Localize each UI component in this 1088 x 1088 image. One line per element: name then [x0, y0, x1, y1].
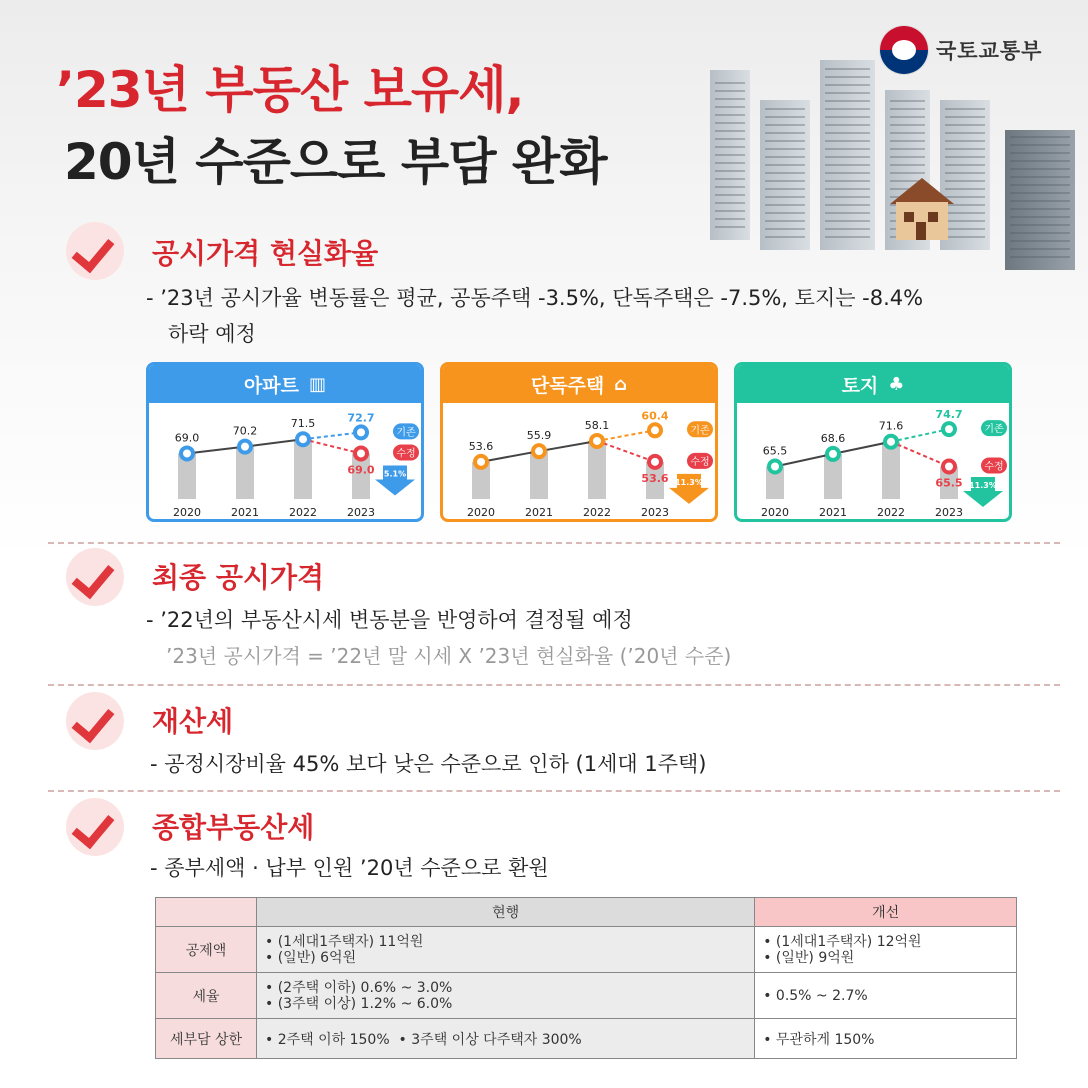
data-point-revised: [355, 447, 367, 459]
house-model-icon: [880, 172, 964, 242]
check-icon: [66, 548, 124, 606]
data-point-revised: [943, 461, 955, 473]
badge-label: 수정: [690, 456, 710, 468]
table-row-label: 공제액: [156, 927, 257, 973]
data-label: 74.7: [935, 408, 963, 422]
section-text: - ’23년 공시가율 변동률은 평균, 공동주택 -3.5%, 단독주택은 -7.5%, 토지는 -8.4%: [146, 286, 924, 310]
data-label: 58.1: [584, 418, 610, 432]
divider: [48, 684, 1060, 686]
badge-label: 기존: [984, 424, 1004, 436]
table-row-label: 세율: [156, 973, 257, 1019]
chart-title: 아파트: [243, 374, 300, 397]
data-label: 69.0: [174, 431, 200, 445]
section-text: 하락 예정: [168, 322, 256, 346]
table-header-empty: [156, 898, 257, 927]
x-tick-label: 2022: [877, 506, 905, 519]
cell-text: 0.5% ~ 2.7%: [775, 987, 868, 1004]
check-icon: [66, 798, 124, 856]
data-point: [885, 436, 897, 448]
data-point-revised: [649, 456, 661, 468]
section-text: - 공정시장비율 45% 보다 낮은 수준으로 인하 (1세대 1주택): [150, 752, 707, 776]
cell-text: (1세대1주택자) 11억원: [277, 933, 424, 950]
check-icon: [66, 692, 124, 750]
ministry-name: 국토교통부: [936, 39, 1043, 63]
x-tick-label: 2022: [583, 506, 611, 519]
data-label: 53.6: [641, 471, 669, 485]
table-header-current: 현행: [257, 898, 755, 927]
chart-apartment: [149, 403, 421, 519]
data-label: 65.5: [762, 444, 788, 458]
cell-text: (1세대1주택자) 12억원: [775, 933, 922, 950]
data-point: [239, 441, 251, 453]
chart-line-base: [303, 432, 361, 439]
badge-label: 기존: [690, 425, 710, 437]
formula-text: ’23년 공시가격 = ’22년 말 시세 X ’23년 현실화율 (’20년 수준): [166, 644, 732, 668]
chart-card-house: [440, 362, 718, 522]
cell-text: 3주택 이상 다주택자 300%: [411, 1031, 582, 1048]
x-tick-label: 2023: [641, 506, 669, 519]
badge-label: 기존: [396, 427, 416, 439]
x-tick-label: 2020: [173, 506, 201, 519]
chart-card-apartment: [146, 362, 424, 522]
x-tick-label: 2022: [289, 506, 317, 519]
table-cell-improved: • 무관하게 150%: [755, 1019, 1017, 1059]
data-label: 68.6: [820, 431, 846, 445]
chart-bar: [294, 439, 312, 499]
data-label: 65.5: [935, 476, 963, 490]
chart-house: [443, 403, 715, 519]
data-point: [943, 423, 955, 435]
x-tick-label: 2023: [347, 506, 375, 519]
data-point: [475, 456, 487, 468]
taegeuk-emblem-icon: [880, 26, 928, 74]
data-label: 71.6: [878, 419, 904, 433]
data-label: 69.0: [347, 463, 375, 477]
x-tick-label: 2023: [935, 506, 963, 519]
cell-text: 무관하게 150%: [775, 1031, 875, 1048]
section-title-comprehensive-tax: 종합부동산세: [152, 811, 315, 844]
apartment-icon: ▥: [309, 373, 327, 395]
chart-title: 단독주택: [530, 374, 605, 397]
data-point: [181, 447, 193, 459]
chart-land: [737, 403, 1009, 519]
cell-text: (일반) 6억원: [277, 949, 357, 966]
chart-bar: [882, 442, 900, 499]
badge-label: 수정: [396, 448, 416, 460]
title-line-2: 20년 수준으로 부담 완화: [64, 133, 607, 191]
data-point: [769, 461, 781, 473]
section-title-property-tax: 재산세: [152, 705, 234, 738]
section-text: - 종부세액 · 납부 인원 ’20년 수준으로 환원: [150, 856, 549, 880]
table-row-label: 세부담 상한: [156, 1019, 257, 1059]
x-tick-label: 2021: [819, 506, 847, 519]
house-icon: ⌂: [614, 373, 628, 395]
cell-text: 2주택 이하 150%: [277, 1031, 390, 1048]
data-label: 60.4: [641, 409, 669, 423]
buildings-illustration: [600, 40, 1088, 270]
data-point: [355, 426, 367, 438]
chart-bar: [588, 441, 606, 499]
data-label: 53.6: [468, 439, 494, 453]
x-tick-label: 2020: [761, 506, 789, 519]
data-label: 71.5: [290, 417, 316, 431]
cell-text: (3주택 이상) 1.2% ~ 6.0%: [277, 995, 453, 1012]
ministry-logo: [880, 26, 1042, 74]
table-cell-current: • 2주택 이하 150% • 3주택 이상 다주택자 300%: [257, 1019, 755, 1059]
chart-title: 토지: [841, 374, 879, 397]
data-label: 70.2: [232, 424, 258, 438]
cell-text: (2주택 이하) 0.6% ~ 3.0%: [277, 979, 453, 996]
land-icon: ♣: [888, 373, 905, 395]
chart-card-land: [734, 362, 1012, 522]
data-point: [297, 433, 309, 445]
data-point: [649, 424, 661, 436]
drop-label: 5.1%: [383, 469, 407, 479]
x-tick-label: 2021: [525, 506, 553, 519]
drop-label: 11.3%: [675, 477, 703, 487]
divider: [48, 542, 1060, 544]
drop-label: 11.3%: [969, 481, 997, 490]
table-header-improved: 개선: [755, 898, 1017, 927]
x-tick-label: 2021: [231, 506, 259, 519]
cell-text: (일반) 9억원: [775, 949, 855, 966]
check-icon: [66, 222, 124, 280]
section-title-realization-rate: 공시가격 현실화율: [152, 237, 379, 270]
table-cell-current: • (1세대1주택자) 11억원 • (일반) 6억원: [257, 927, 755, 973]
table-cell-current: • (2주택 이하) 0.6% ~ 3.0% • (3주택 이상) 1.2% ~ 6.0%: [257, 973, 755, 1019]
data-point: [533, 445, 545, 457]
data-point: [827, 448, 839, 460]
divider: [48, 790, 1060, 792]
x-tick-label: 2020: [467, 506, 495, 519]
badge-label: 수정: [984, 461, 1004, 473]
title-line-1: ’23년 부동산 보유세,: [56, 61, 524, 119]
comparison-table: [155, 897, 1017, 1059]
data-label: 55.9: [526, 429, 552, 443]
data-point: [591, 435, 603, 447]
table-cell-improved: • 0.5% ~ 2.7%: [755, 973, 1017, 1019]
section-text: - ’22년의 부동산시세 변동분을 반영하여 결정될 예정: [146, 608, 633, 632]
table-cell-improved: • (1세대1주택자) 12억원 • (일반) 9억원: [755, 927, 1017, 973]
section-title-final-price: 최종 공시가격: [152, 561, 325, 594]
data-label: 72.7: [347, 411, 375, 425]
